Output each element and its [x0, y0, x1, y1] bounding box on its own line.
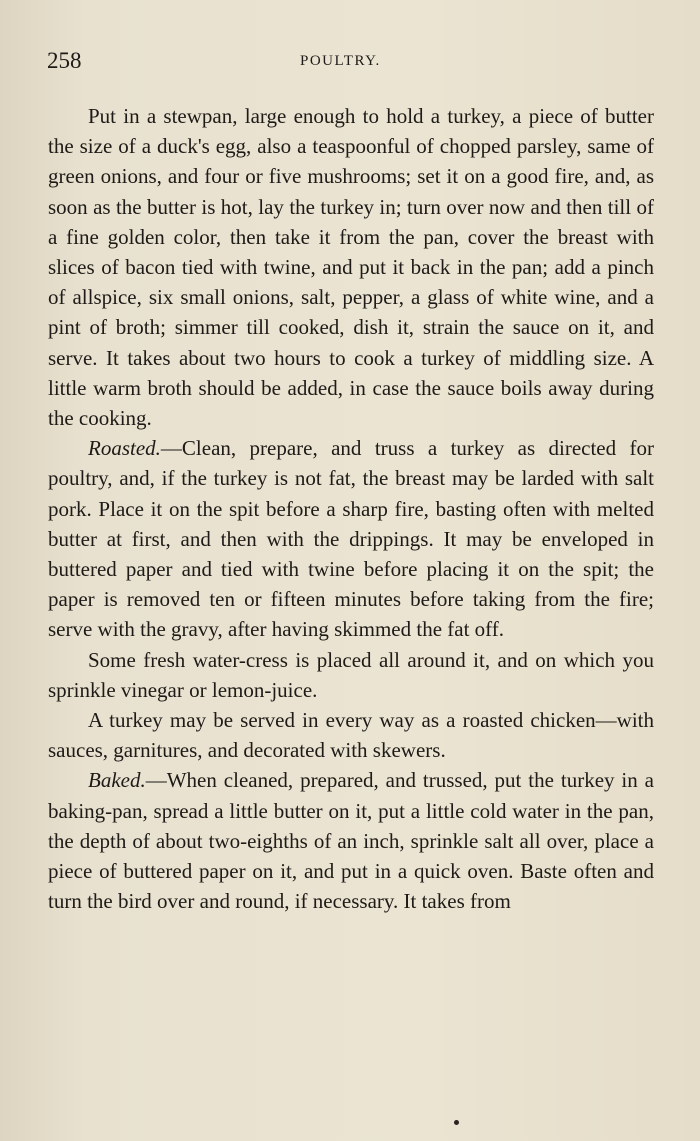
section-lead-roasted: Roasted.	[88, 436, 161, 461]
paragraph-stewed-turkey: Put in a stewpan, large enough to hold a turkey, a piece of butter the size of a duck's egg, also a teaspoonful of chopped parsley, same of green onions, and four or five mushrooms; set it on a good fire, and, as soon as the butter is hot, lay the turkey in; turn over now and then till of a fine golden color, then take it from the pan, cover the breast with slices of bacon tied with twine, and put it back in the pan; add a pinch of allspice, six small onions, salt, pepper, a glass of white wine, and a pint of broth; simmer till cooked, dish it, strain the sauce on it, and serve. It takes about two hours to cook a turkey of middling size. A little warm broth should be added, in case the sauce boils away during the cooking.	[48, 104, 654, 431]
paragraph-baked	[48, 765, 654, 916]
body-text	[48, 101, 654, 916]
paragraph-water-cress: Some fresh water-cress is placed all around it, and on which you sprinkle vinegar or lemon-juice.	[48, 647, 654, 702]
paragraph-serving: A turkey may be served in every way as a roasted chicken—with sauces, garnitures, and decorated with skewers.	[48, 708, 654, 763]
paragraph-baked-text: —When cleaned, prepared, and trussed, put the turkey in a baking-pan, spread a little butter on it, put a little cold water in the pan, the depth of about two-eighths of an inch, sprinkle salt all over, place a piece of buttered paper on it, and put in a quick oven. Baste often and turn the bird over and round, if necessary. It takes from	[48, 768, 654, 914]
print-mark-dot	[454, 1120, 459, 1125]
running-head: POULTRY.	[300, 53, 381, 69]
paragraph-roasted	[48, 433, 654, 644]
section-lead-baked: Baked.	[88, 768, 146, 793]
page-number: 258	[47, 48, 82, 73]
paragraph-roasted-text: —Clean, prepare, and truss a turkey as directed for poultry, and, if the turkey is not fat, the breast may be larded with salt pork. Place it on the spit before a sharp fire, basting often with melted butter at first, and then with the drippings. It may be enveloped in buttered paper and tied with twine before placing it on the spit; the paper is removed ten or fifteen minutes before taking from the fire; serve with the gravy, after having skimmed the fat off.	[48, 436, 654, 642]
page-header	[47, 48, 650, 80]
